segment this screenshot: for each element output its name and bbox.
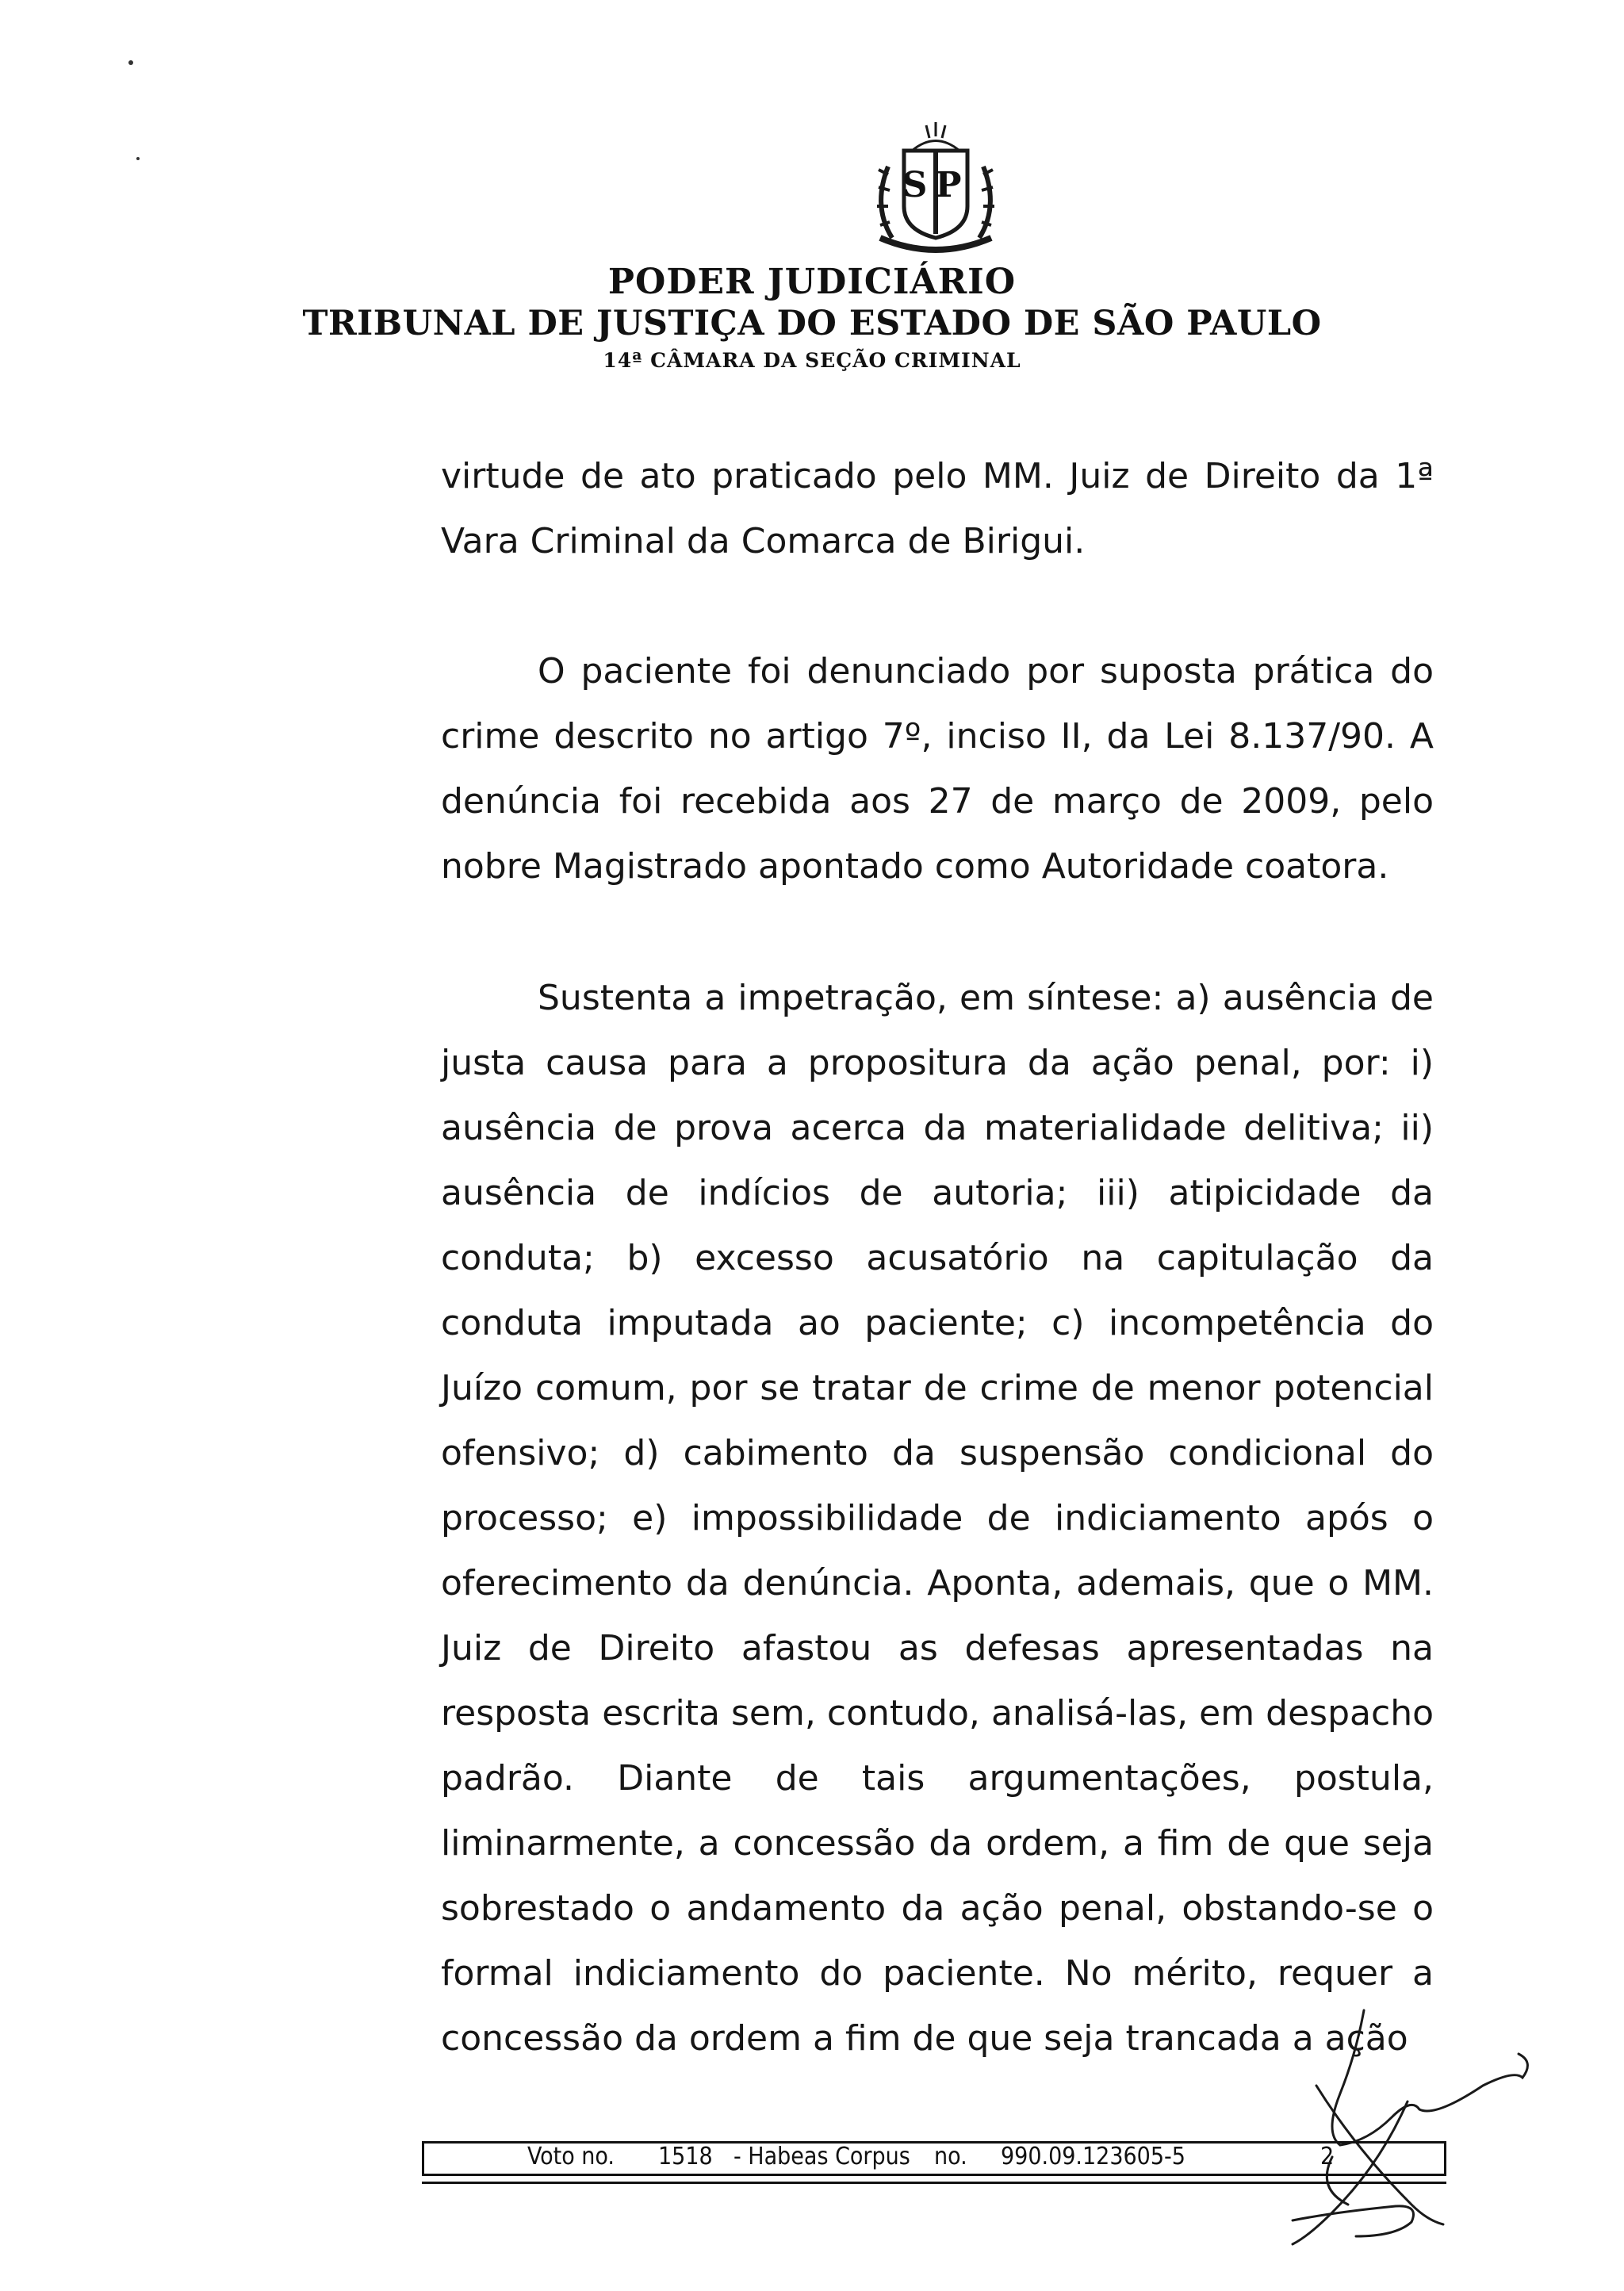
footer-voto-label: Voto no. [527, 2143, 615, 2170]
paragraph: O paciente foi denunciado por suposta prática do crime descrito no artigo 7º, inciso II, da Lei 8.137/90. A denúncia foi recebida aos 27 de março de 2009, pelo nobre Magistrado apontado como Autoridade coatora. [441, 651, 1434, 887]
header-court-branch: PODER JUDICIÁRIO [607, 262, 1017, 302]
footer-underline [422, 2182, 1446, 2184]
header-court-name: TRIBUNAL DE JUSTIÇA DO ESTADO DE SÃO PAULO [302, 304, 1322, 343]
footer-case-label: no. [934, 2143, 967, 2170]
footer-page-number: 2 [1320, 2143, 1335, 2170]
signature [1221, 2006, 1554, 2268]
footer-voto-number: 1518 [658, 2143, 713, 2170]
header-chamber: 14ª CÂMARA DA SEÇÃO CRIMINAL [603, 349, 1021, 372]
paragraph: Sustenta a impetração, em síntese: a) ausência de justa causa para a propositura da ação penal, por: i) ausência de prova acerca da materialidade delitiva; ii) ausência de indícios de autoria; iii) atipicidade da conduta; b) excesso acusatório na capitulação da conduta imputada ao paciente; c) incompetência do Juízo comum, por se tratar de crime de menor potencial ofensivo; d) cabimento da suspensão condicional do processo; e) impossibilidade de indiciamento após o oferecimento da denúncia. Aponta, ademais, que o MM. Juiz de Direito afastou as defesas apresentadas na resposta escrita sem, contudo, analisá-las, em despacho padrão. Diante de tais argumentações, postula, liminarmente, a concessão da ordem, a fim de que seja sobrestado o andamento da ação penal, obstando-se o formal indiciamento do paciente. No mérito, requer a concessão da ordem a fim de que seja trancada a ação [441, 978, 1434, 2059]
seal-letters: SP [902, 165, 970, 205]
coat-of-arms-icon [856, 119, 1015, 258]
footer-case-type: - Habeas Corpus [733, 2143, 910, 2170]
scan-mark [128, 60, 133, 65]
footer-case-number: 990.09.123605-5 [1001, 2143, 1185, 2170]
paragraph: virtude de ato praticado pelo MM. Juiz de Direito da 1ª Vara Criminal da Comarca de Birigui. [441, 456, 1434, 561]
scan-mark [136, 157, 140, 160]
